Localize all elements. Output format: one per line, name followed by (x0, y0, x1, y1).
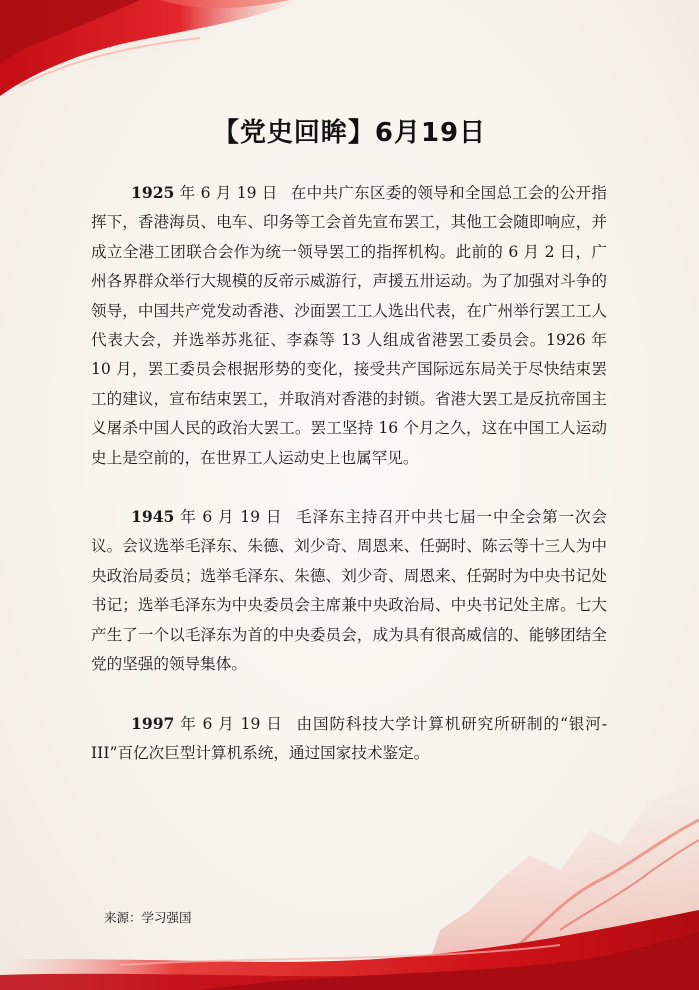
history-entry-1945 (91, 502, 607, 679)
source-credit: 来源：学习强国 (104, 910, 192, 925)
entry-year: 1945 (131, 507, 175, 527)
page-title: 【党史回眸】6月19日 (212, 118, 487, 148)
entry-year: 1925 (131, 183, 175, 202)
entry-date: 年 6 月 19 日 (180, 714, 283, 733)
entry-text: 在中共广东区委的领导和全国总工会的公开指挥下，香港海员、电车、印务等工会首先宣布罢工，其他工会随即响应，并成立全港工团联合会作为统一领导罢工的指挥机构。此前的 6 月 2 日，广州各界群众举行大规模的反帝示威游行，声援五卅运动。为了加强对斗争的领导，中国共产党发动香港、沙面罢工工人选出代表，在广州举行罢工工人代表大会，并选举苏兆征、李森等 13 人组成省港罢工委员会。1926 年 10 月，罢工委员会根据形势的变化，接受共产国际远东局关于尽快结束罢工的建议，宣布结束罢工，并取消对香港的封锁。省港大罢工是反抗帝国主义屠杀中国人民的政治大罢工。罢工坚持 16 个月之久，这在中国工人运动史上是空前的，在世界工人运动史上也属罕见。 (91, 184, 607, 467)
entry-text: 由国防科技大学计算机研究所研制的“银河-III”百亿次巨型计算机系统，通过国家技术鉴定。 (91, 714, 607, 762)
history-entry-1925 (91, 178, 607, 473)
entry-year: 1997 (131, 713, 175, 733)
entry-date: 年 6 月 19 日 (179, 184, 278, 202)
article-body (91, 178, 607, 797)
entry-date: 年 6 月 19 日 (180, 508, 283, 527)
red-ribbon-bottom-decoration (0, 760, 699, 990)
entry-text: 毛泽东主持召开中共七届一中全会第一次会议。会议选举毛泽东、朱德、刘少奇、周恩来、任弼时、陈云等十三人为中央政治局委员；选举毛泽东、朱德、刘少奇、周恩来、任弼时为中央书记处书记；选举毛泽东为中央委员会主席兼中央政治局、中央书记处主席。七大产生了一个以毛泽东为首的中央委员会，成为具有很高威信的、能够团结全党的坚强的领导集体。 (91, 508, 607, 674)
red-ribbon-top-decoration (0, 0, 699, 110)
